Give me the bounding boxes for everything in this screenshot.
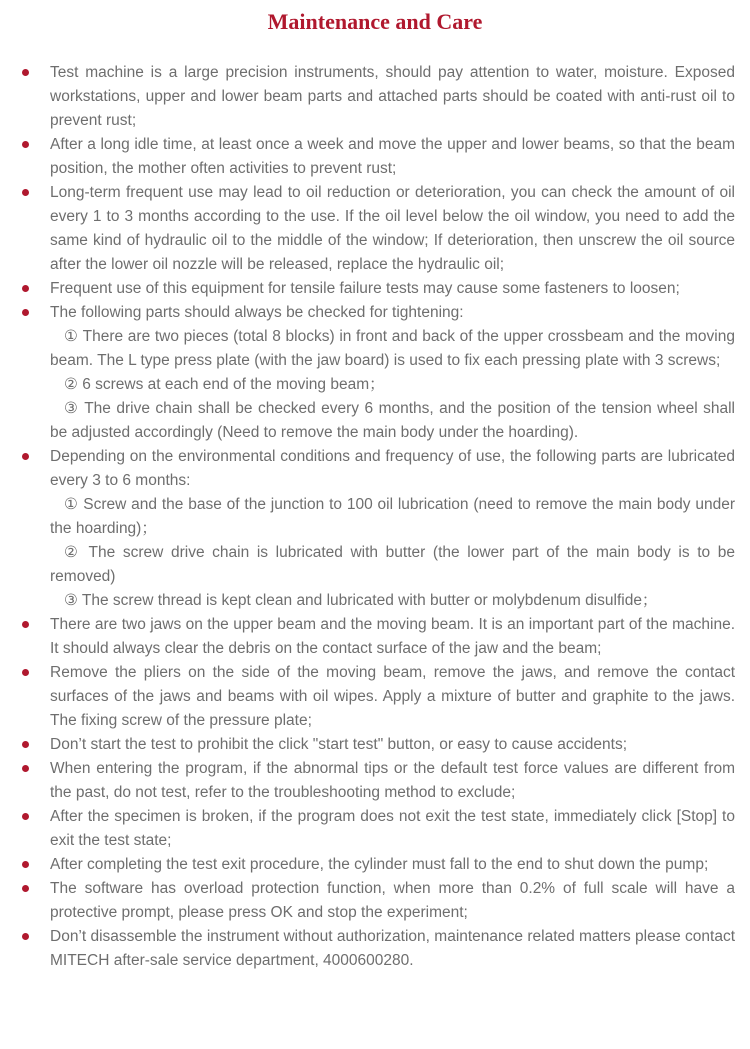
- list-item-text: There are two jaws on the upper beam and the moving beam. It is an important part of the machine. It should always clear the debris on the contact surface of the jaw and the beam;: [50, 616, 735, 657]
- bullet-icon: [22, 765, 29, 772]
- list-item: [0, 757, 750, 805]
- bullet-icon: [22, 141, 29, 148]
- sub-item: ③ The drive chain shall be checked every 6 months, and the position of the tension wheel shall be adjusted accordingly (Need to remove the main body under the hoarding).: [50, 400, 735, 441]
- list-item: [0, 733, 750, 757]
- bullet-icon: [22, 453, 29, 460]
- bullet-icon: [22, 885, 29, 892]
- list-item-text: When entering the program, if the abnormal tips or the default test force values are different from the past, do not test, refer to the troubleshooting method to exclude;: [50, 760, 735, 801]
- list-item-text: Don’t start the test to prohibit the click "start test" button, or easy to cause accidents;: [50, 736, 628, 753]
- list-item-text: Frequent use of this equipment for tensile failure tests may cause some fasteners to loosen;: [50, 280, 680, 297]
- list-item-text: Don’t disassemble the instrument without authorization, maintenance related matters please contact MITECH after-sale service department, 4000600280.: [50, 928, 735, 969]
- list-item: [0, 877, 750, 925]
- list-item-text: After the specimen is broken, if the program does not exit the test state, immediately click [Stop] to exit the test state;: [50, 808, 735, 849]
- list-item: [0, 301, 750, 445]
- bullet-icon: [22, 69, 29, 76]
- list-item-text: Long-term frequent use may lead to oil reduction or deterioration, you can check the amount of oil every 1 to 3 months according to the use. If the oil level below the oil window, you need to add the same kind of hydraulic oil to the middle of the window; If deterioration, then unscrew the oil source after the lower oil nozzle will be released, replace the hydraulic oil;: [50, 184, 735, 273]
- list-item-text: After a long idle time, at least once a week and move the upper and lower beams, so that the beam position, the mother often activities to prevent rust;: [50, 136, 735, 177]
- bullet-icon: [22, 309, 29, 316]
- list-item: [0, 277, 750, 301]
- bullet-icon: [22, 285, 29, 292]
- bullet-icon: [22, 933, 29, 940]
- list-item-text: Remove the pliers on the side of the moving beam, remove the jaws, and remove the contact surfaces of the jaws and beams with oil wipes. Apply a mixture of butter and graphite to the jaws. The fixing screw of the pressure plate;: [50, 664, 735, 729]
- list-item: [0, 445, 750, 613]
- list-item-text: The following parts should always be checked for tightening:: [50, 304, 464, 321]
- list-item: [0, 181, 750, 277]
- list-item-text: After completing the test exit procedure, the cylinder must fall to the end to shut down the pump;: [50, 856, 709, 873]
- sub-item: ① Screw and the base of the junction to 100 oil lubrication (need to remove the main body under the hoarding)；: [50, 496, 735, 537]
- list-item: [0, 661, 750, 733]
- list-item: [0, 805, 750, 853]
- sub-item: ② 6 screws at each end of the moving beam；: [64, 376, 385, 393]
- sub-item: ③ The screw thread is kept clean and lubricated with butter or molybdenum disulfide；: [64, 592, 658, 609]
- bullet-icon: [22, 741, 29, 748]
- page-title: Maintenance and Care: [267, 9, 483, 34]
- list-item: [0, 613, 750, 661]
- bullet-icon: [22, 189, 29, 196]
- maintenance-list: [0, 61, 750, 973]
- list-item-text: Depending on the environmental conditions and frequency of use, the following parts are lubricated every 3 to 6 months:: [50, 448, 735, 489]
- list-item: [0, 925, 750, 973]
- list-item: [0, 853, 750, 877]
- list-item: [0, 61, 750, 133]
- bullet-icon: [22, 813, 29, 820]
- bullet-icon: [22, 621, 29, 628]
- bullet-icon: [22, 861, 29, 868]
- list-item-text: Test machine is a large precision instruments, should pay attention to water, moisture. Exposed workstations, upper and lower beam parts and attached parts should be coated with anti-rust oil to prevent rust;: [50, 64, 735, 129]
- bullet-icon: [22, 669, 29, 676]
- sub-item: ① There are two pieces (total 8 blocks) in front and back of the upper crossbeam and the moving beam. The L type press plate (with the jaw board) is used to fix each pressing plate with 3 screws;: [50, 328, 735, 369]
- list-item: [0, 133, 750, 181]
- sub-item: ② The screw drive chain is lubricated with butter (the lower part of the main body is to be removed): [50, 544, 735, 585]
- list-item-text: The software has overload protection function, when more than 0.2% of full scale will have a protective prompt, please press OK and stop the experiment;: [50, 880, 735, 921]
